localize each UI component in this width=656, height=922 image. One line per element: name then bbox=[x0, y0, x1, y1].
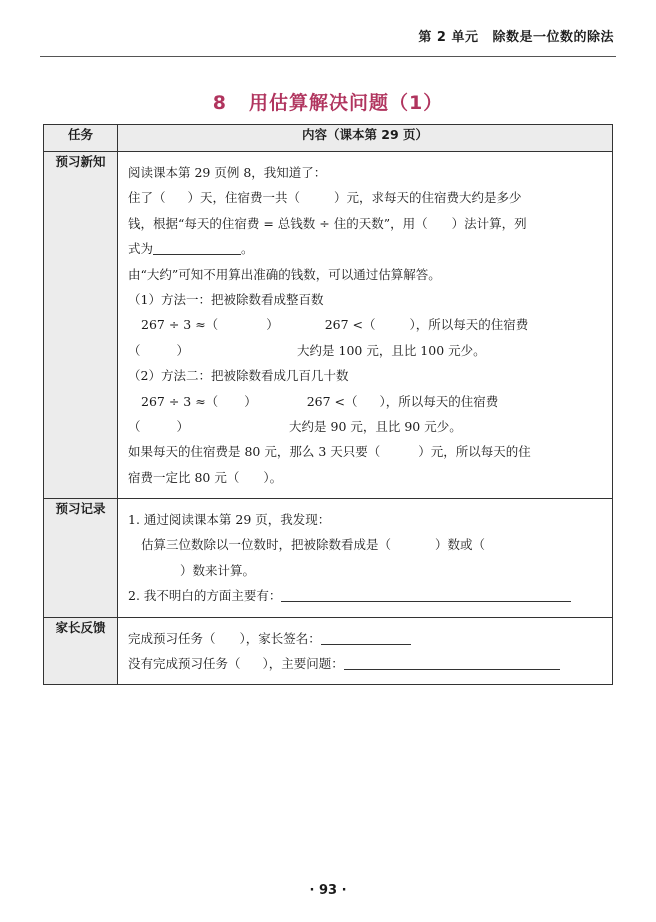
content-column-header: 内容（课本第 29 页） bbox=[118, 125, 613, 152]
answer-underline[interactable] bbox=[281, 587, 571, 602]
preview-record-row bbox=[44, 499, 613, 618]
lesson-title bbox=[0, 88, 656, 115]
text-line: 宿费一定比 80 元（ ）。 bbox=[128, 469, 283, 485]
preview-record-label: 预习记录 bbox=[44, 499, 118, 618]
lesson-number: 8 bbox=[212, 92, 227, 114]
text-line: 住了（ ）天，住宿费一共（ ）元，求每天的住宿费大约是多少 bbox=[128, 190, 522, 206]
preview-knowledge-content bbox=[118, 152, 613, 499]
unit-title: 除数是一位数的除法 bbox=[492, 30, 614, 45]
preview-knowledge-row bbox=[44, 152, 613, 499]
preview-table bbox=[43, 124, 613, 685]
text-line: （1）方法一：把被除数看成整百数 bbox=[128, 291, 324, 307]
running-header bbox=[418, 26, 614, 45]
text-line: （ ） 大约是 100 元，且比 100 元少。 bbox=[128, 342, 486, 358]
text-line: 没有完成预习任务（ ），主要问题： bbox=[128, 651, 604, 676]
text-line: 式为 。 bbox=[128, 241, 254, 257]
preview-knowledge-label: 预习新知 bbox=[44, 152, 118, 499]
text-line: （ ） 大约是 90 元，且比 90 元少。 bbox=[128, 418, 462, 434]
parent-feedback-row bbox=[44, 617, 613, 685]
header-divider bbox=[40, 56, 616, 57]
text-line: 267 ÷ 3 ≈（ ） 267 <（ ），所以每天的住宿费 bbox=[141, 317, 529, 333]
table-header-row bbox=[44, 125, 613, 152]
parent-feedback-label: 家长反馈 bbox=[44, 617, 118, 685]
text-line: 1. 通过阅读课本第 29 页，我发现： bbox=[128, 512, 331, 528]
text-line: 如果每天的住宿费是 80 元，那么 3 天只要（ ）元，所以每天的住 bbox=[128, 444, 531, 460]
text-line: 钱，根据“每天的住宿费 = 总钱数 ÷ 住的天数”，用（ ）法计算，列 bbox=[128, 215, 527, 231]
text-line: 估算三位数除以一位数时，把被除数看成是（ ）数或（ bbox=[141, 537, 486, 553]
text-line: 由“大约”可知不用算出准确的钱数，可以通过估算解答。 bbox=[128, 266, 441, 282]
parent-feedback-content bbox=[118, 617, 613, 685]
task-column-header: 任务 bbox=[44, 125, 118, 152]
text-line: 完成预习任务（ ），家长签名： bbox=[128, 626, 604, 651]
text-line: 267 ÷ 3 ≈（ ） 267 <（ ），所以每天的住宿费 bbox=[141, 393, 499, 409]
unit-label: 第 2 单元 bbox=[418, 30, 479, 45]
problem-underline[interactable] bbox=[344, 655, 560, 670]
answer-underline[interactable] bbox=[153, 240, 241, 255]
text-line: 阅读课本第 29 页例 8，我知道了： bbox=[128, 165, 327, 180]
lesson-title-text: 用估算解决问题（1） bbox=[249, 92, 444, 114]
preview-record-content bbox=[118, 499, 613, 618]
text-line: （2）方法二：把被除数看成几百几十数 bbox=[128, 368, 349, 384]
text-line: 2. 我不明白的方面主要有： bbox=[128, 583, 604, 608]
page-number: · 93 · bbox=[309, 883, 347, 898]
text-line: ）数来计算。 bbox=[180, 562, 256, 578]
parent-signature-line[interactable] bbox=[321, 630, 411, 645]
